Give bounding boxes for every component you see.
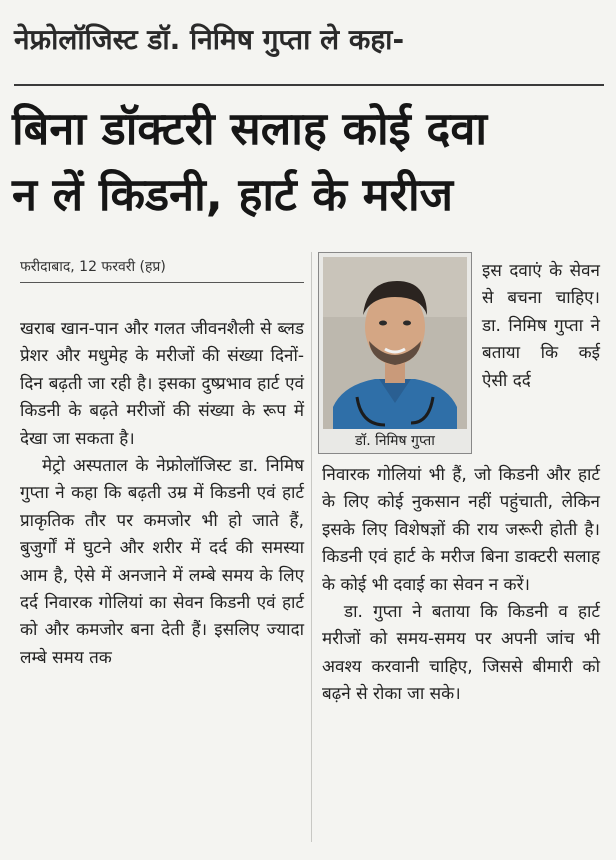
dateline-divider [20,282,304,283]
body-paragraph: खराब खान-पान और गलत जीवनशैली से ब्लड प्रेशर और मधुमेह के मरीजों की संख्या दिनों-दिन बढ़ती जा रही है। इसका दुष्प्रभाव हार्ट एवं किडनी के बढ़ते मरीजों की संख्या के रूप में देखा जा सकता है। [20,319,304,449]
kicker-headline: नेफ्रोलॉजिस्ट डॉ. निमिष गुप्ता ले कहा- [14,23,405,56]
doctor-portrait-photo [323,257,467,429]
photo-figure [318,252,472,454]
photo-caption: डॉ. निमिष गुप्ता [355,433,435,449]
body-paragraph: इस दवाएं के सेवन से बचना चाहिए। डा. निमिष गुप्ता ने बताया कि कई ऐसी दर्द [482,261,600,391]
dateline: फरीदाबाद, 12 फरवरी (हप्र) [20,259,166,275]
headline-line-2: न लें किडनी, हार्ट के मरीज [12,168,453,221]
portrait-illustration [323,257,467,429]
kicker-divider [14,84,604,86]
body-paragraph: मेट्रो अस्पताल के नेफ्रोलॉजिस्ट डा. निमिष गुप्ता ने कहा कि बढ़ती उम्र में किडनी एवं हार्ट प्राकृतिक तौर पर कमजोर भी हो जाते हैं, बुजुर्गों में घुटने और शरीर में दर्द की समस्या आम है, ऐसे में अनजाने में लम्बे समय के लिए दर्द निवारक गोलियां का सेवन किडनी एवं हार्ट को और कमजोर बना देती हैं। इसलिए ज्यादा लम्बे समय तक [20,456,304,668]
body-column-right-wide [322,462,600,709]
body-column-left [20,316,304,672]
headline [12,96,608,228]
body-paragraph: निवारक गोलियां भी हैं, जो किडनी और हार्ट के लिए कोई नुकसान नहीं पहुंचाती, लेकिन इसके लिए विशेषज्ञों की राय जरूरी होती है। किडनी एवं हार्ट के मरीज बिना डाक्टरी सलाह के कोई भी दवाई का सेवन न करें। [322,465,600,595]
headline-line-1: बिना डॉक्टरी सलाह कोई दवा [12,102,488,155]
column-divider [311,252,312,842]
body-column-right-narrow [482,258,600,395]
body-paragraph: डा. गुप्ता ने बताया कि किडनी व हार्ट मरीजों को समय-समय पर अपनी जांच भी अवश्य करवानी चाहिए, जिससे बीमारी को बढ़ने से रोका जा सके। [322,602,600,705]
